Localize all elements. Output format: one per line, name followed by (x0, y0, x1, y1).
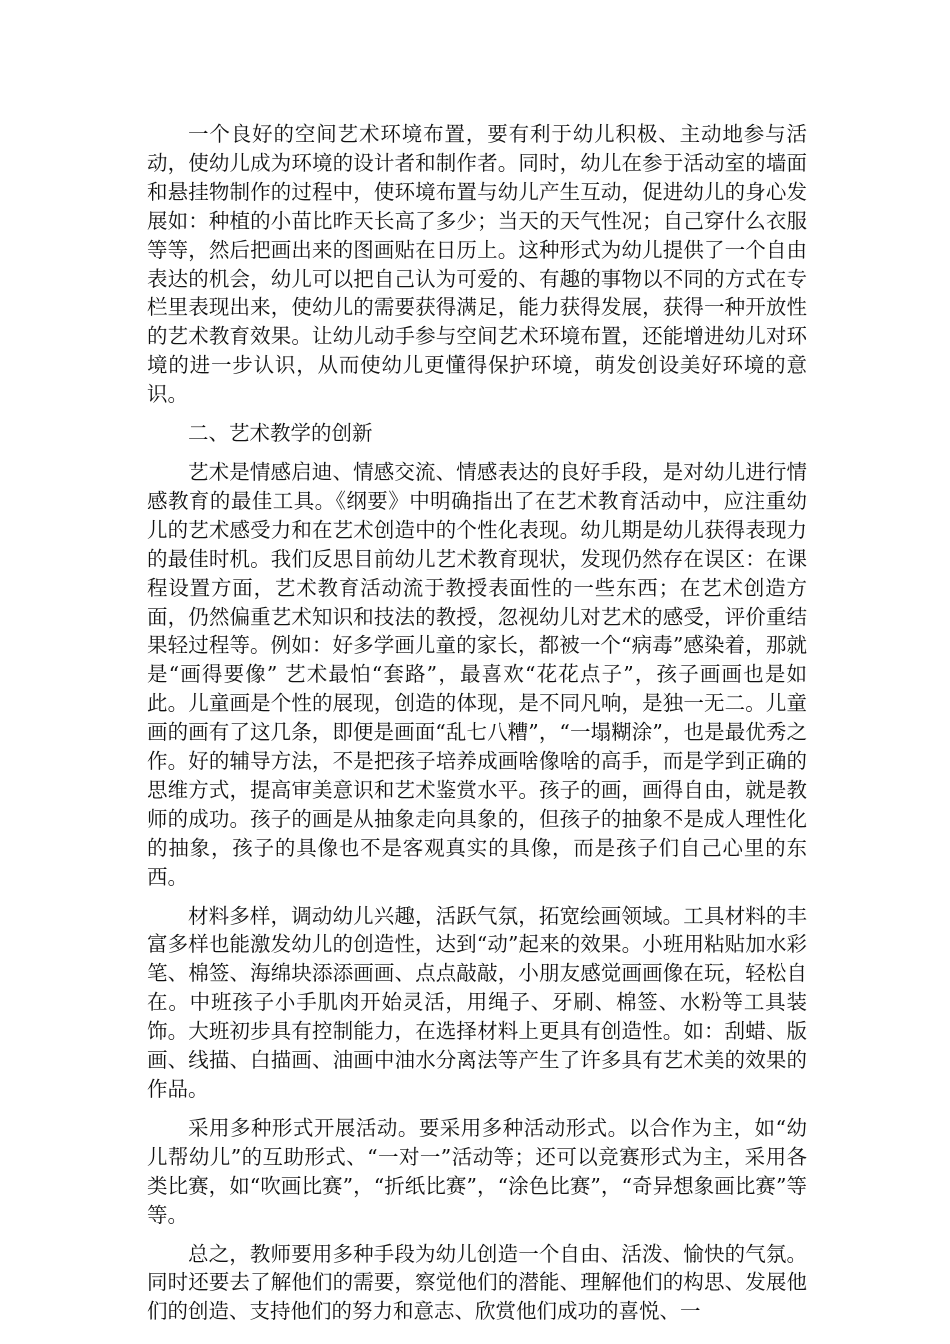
section-heading: 二、艺术教学的创新 (188, 421, 373, 446)
paragraph-environment: 一个良好的空间艺术环境布置，要有利于幼儿积极、主动地参与活动，使幼儿成为环境的设计者和制作者。同时，幼儿在参于活动室的墙面和悬挂物制作的过程中，使环境布置与幼儿产生互动，促进幼儿的身心发展如：种植的小苗比昨天长高了多少；当天的天气性况；自己穿什么衣服等等，然后把画出来的图画贴在日历上。这种形式为幼儿提供了一个自由表达的机会，幼儿可以把自己认为可爱的、有趣的事物以不同的方式在专栏里表现出来，使幼儿的需要获得满足，能力获得发展，获得一种开放性的艺术教育效果。让幼儿动手参与空间艺术环境布置，还能增进幼儿对环境的进一步认识，从而使幼儿更懂得保护环境，萌发创设美好环境的意识。 (147, 122, 807, 407)
paragraph-art-emotion: 艺术是情感启迪、情感交流、情感表达的良好手段，是对幼儿进行情感教育的最佳工具。《纲要》中明确指出了在艺术教育活动中，应注重幼儿的艺术感受力和在艺术创造中的个性化表现。幼儿期是幼儿获得表现力的最佳时机。我们反思目前幼儿艺术教育现状，发现仍然存在误区：在课程设置方面，艺术教育活动流于教授表面性的一些东西；在艺术创造方面，仍然偏重艺术知识和技法的教授，忽视幼儿对艺术的感受，评价重结果轻过程等。例如：好多学画儿童的家长，都被一个“病毒”感染着，那就是“画得要像” 艺术最怕“套路”，最喜欢“花花点子”，孩子画画也是如此。儿童画是个性的展现，创造的体现，是不同凡响，是独一无二。儿童画的画有了这几条，即便是画面“乱七八糟”，“一塌糊涂”，也是最优秀之作。好的辅导方法，不是把孩子培养成画啥像啥的高手，而是学到正确的思维方式，提高审美意识和艺术鉴赏水平。孩子的画，画得自由，就是教师的成功。孩子的画是从抽象走向具象的，但孩子的抽象不是成人理性化的抽象，孩子的具像也不是客观真实的具像，而是孩子们自己心里的东西。 (147, 459, 807, 889)
paragraph-activity-forms: 采用多种形式开展活动。要采用多种活动形式。以合作为主，如“幼儿帮幼儿”的互助形式、“一对一”活动等；还可以竞赛形式为主，采用各类比赛，如“吹画比赛”，“折纸比赛”，“涂色比赛”，“奇异想象画比赛”等等。 (147, 1115, 807, 1227)
paragraph-materials: 材料多样，调动幼儿兴趣，活跃气氛，拓宽绘画领域。工具材料的丰富多样也能激发幼儿的创造性，达到“动”起来的效果。小班用粘贴加水彩笔、棉签、海绵块添添画画、点点敲敲，小朋友感觉画画像在玩，轻松自在。中班孩子小手肌肉开始灵活，用绳子、牙刷、棉签、水粉等工具装饰。大班初步具有控制能力，在选择材料上更具有创造性。如：刮蜡、版画、线描、白描画、油画中油水分离法等产生了许多具有艺术美的效果的作品。 (147, 903, 807, 1101)
paragraph-conclusion: 总之，教师要用多种手段为幼儿创造一个自由、活泼、愉快的气氛。同时还要去了解他们的需要，察觉他们的潜能、理解他们的构思、发展他们的创造、支持他们的努力和意志、欣赏他们成功的喜悦、一 (147, 1241, 807, 1324)
document-body (147, 120, 807, 1336)
